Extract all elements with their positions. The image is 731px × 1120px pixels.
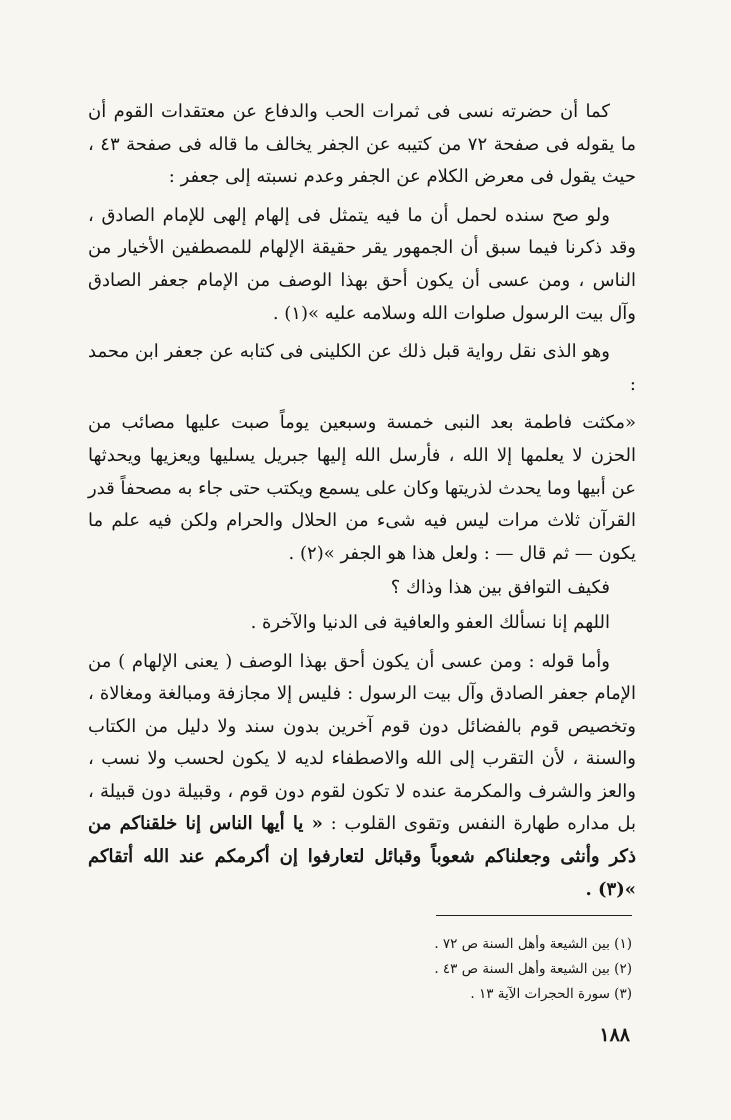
paragraph-3: وهو الذى نقل رواية قبل ذلك عن الكلينى فى كتابه عن جعفر ابن محمد : bbox=[88, 341, 636, 395]
quran-quote: « يا أيها الناس إنا خلقناكم من ذكر وأنثى وجعلناكم شعوباً وقبائل لتعارفوا إن أكرمكم عند الله أتقاكم »(٣) . bbox=[88, 813, 636, 900]
footnote-1: (١) بين الشيعة وأهل السنة ص ٧٢ . bbox=[434, 936, 632, 952]
footnote-2: (٢) بين الشيعة وأهل السنة ص ٤٣ . bbox=[434, 961, 632, 977]
paragraph-5: فكيف التوافق بين هذا وذاك ؟ bbox=[390, 577, 610, 599]
footnotes bbox=[300, 932, 632, 1007]
paragraph-2: ولو صح سنده لحمل أن ما فيه يتمثل فى إلهام إلهى للإمام الصادق ، وقد ذكرنا فيما سبق أن الجمهور يقر حقيقة الإلهام للمصطفين الأخيار من الناس ، ومن عسى أن يكون أحق بهذا الوصف من الإمام جعفر الصادق وآل بيت الرسول صلوات الله وسلامه عليه »(١) . bbox=[88, 204, 636, 324]
paragraph-7 bbox=[88, 646, 636, 907]
footnote-divider bbox=[436, 915, 632, 916]
paragraph-7-text: وأما قوله : ومن عسى أن يكون أحق بهذا الوصف ( يعنى الإلهام ) من الإمام جعفر الصادق وآل بيت الرسول : فليس إلا مجازفة ومبالغة ومغالاة ، وتخصيص قوم بالفضائل دون قوم آخرين بدون سند ولا دليل من الكتاب والسنة ، لأن التقرب إلى الله والاصطفاء لديه لا يكون لحسب ولا نسب ، والعز والشرف والمكرمة عنده لا تكون لقوم دون قوم ، وقبيلة دون قبيلة ، بل مداره طهارة النفس وتقوى القلوب : bbox=[88, 650, 636, 835]
paragraph-6: اللهم إنا نسألك العفو والعافية فى الدنيا والآخرة . bbox=[250, 611, 610, 633]
footnote-3: (٣) سورة الحجرات الآية ١٣ . bbox=[470, 986, 632, 1002]
paragraph-1: كما أن حضرته نسى فى ثمرات الحب والدفاع عن معتقدات القوم أن ما يقوله فى صفحة ٧٢ من كتيبه عن الجفر يخالف ما قاله فى صفحة ٤٣ ، حيث يقول فى معرض الكلام عن الجفر وعدم نسبته إلى جعفر : bbox=[88, 101, 637, 188]
paragraph-4-quotation: «مكثت فاطمة بعد النبى خمسة وسبعين يوماً صبت عليها مصائب من الحزن لا يعلمها إلا الله ، فأرسل الله إليها جبريل يسليها ويعزيها ويحدثها عن أبيها وما يحدث لذريتها وكان على يسمع ويكتب حتى جاء به مصحفاً قدر القرآن ثلاث مرات ليس فيه شىء من الحلال والحرام ولكن فيه علم ما يكون — ثم قال — : ولعل هذا هو الجفر »(٢) . bbox=[88, 412, 636, 564]
body-text bbox=[88, 96, 636, 906]
page-number: ١٨٨ bbox=[599, 1024, 630, 1046]
